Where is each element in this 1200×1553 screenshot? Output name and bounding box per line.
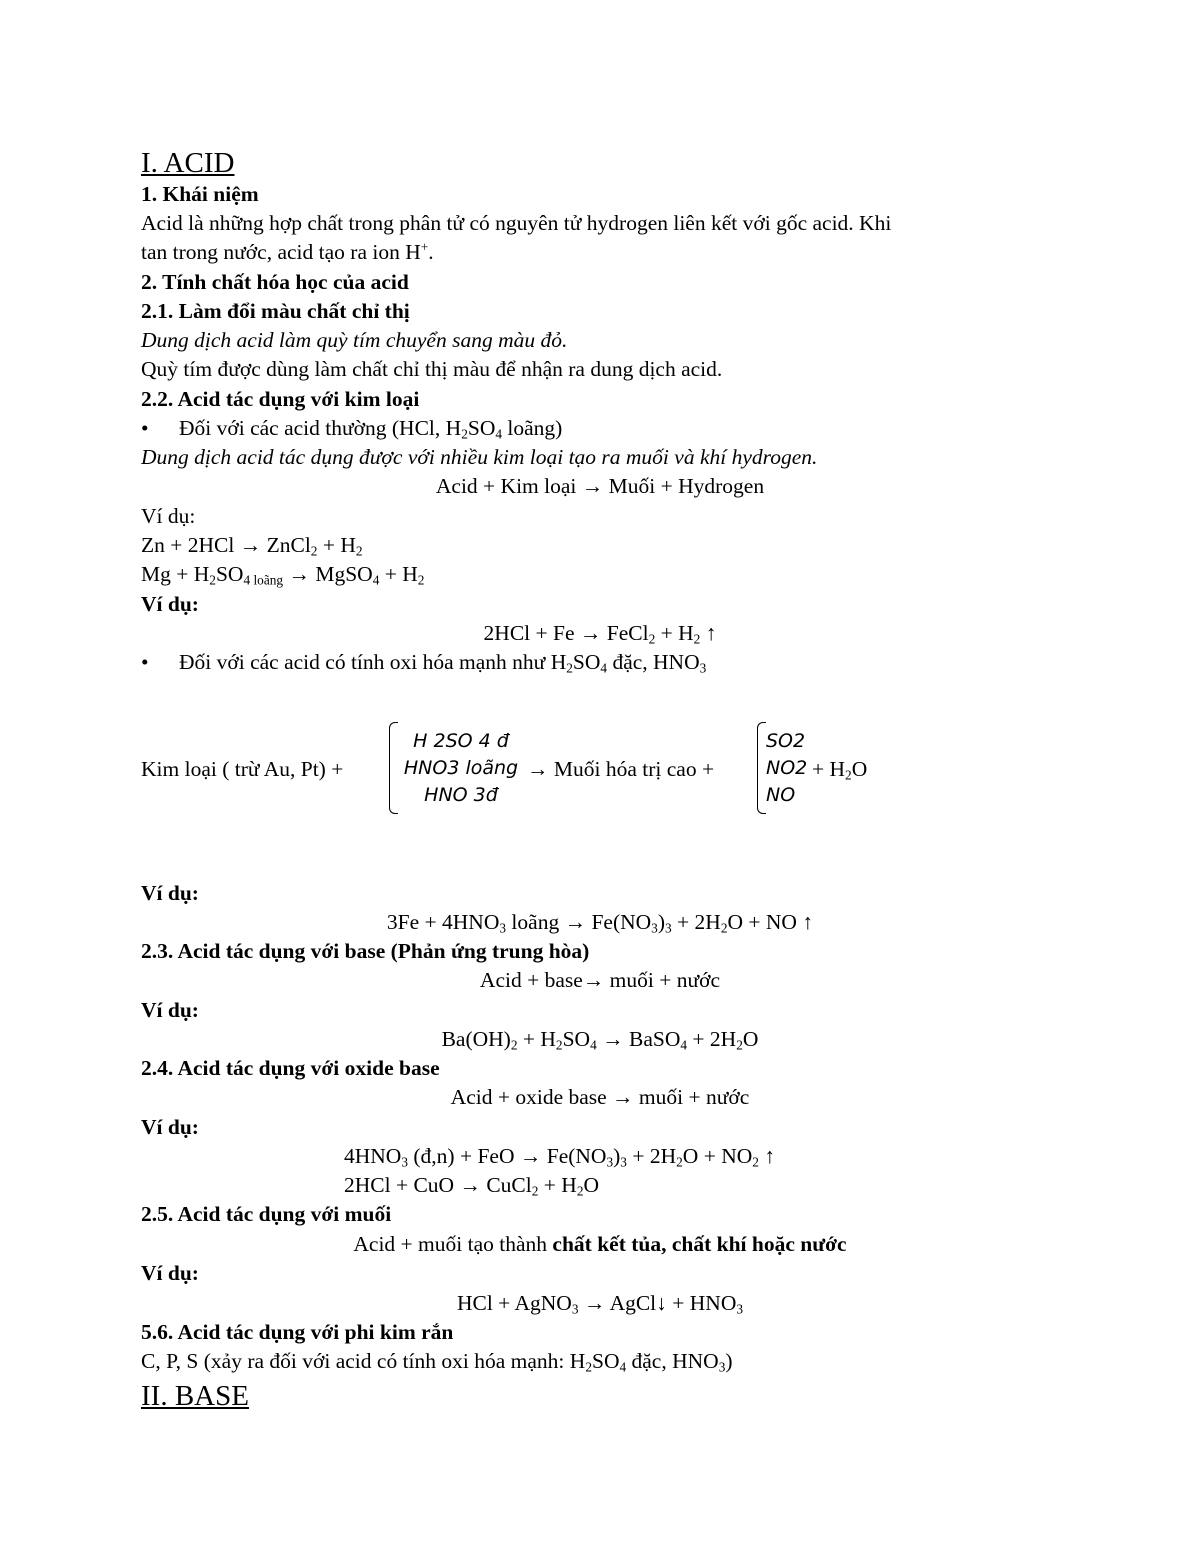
scheme-left: Kim loại ( trừ Au, Pt) +: [141, 757, 344, 781]
formula-oxide-base: Acid + oxide base → muối + nước: [450, 1085, 750, 1109]
formula-acid-salt: Acid + muối tạo thành chất kết tủa, chất khí hoặc nước: [353, 1232, 847, 1256]
bullet-icon: •: [141, 416, 149, 440]
example-label-bold: Ví dụ:: [141, 592, 199, 616]
gas-list: SO2 NO2 NO: [766, 730, 808, 806]
example-label-3: Ví dụ:: [141, 881, 199, 905]
heading-chemical-properties: 2. Tính chất hóa học của acid: [141, 270, 409, 294]
example-label: Ví dụ:: [141, 504, 196, 528]
equation-zn: Zn + 2HCl → ZnCl$_2$ + $H_2$: [141, 533, 363, 559]
scheme-middle: → Muối hóa trị cao +: [527, 757, 715, 781]
bullet-oxidizing-acids: • Đối với các acid có tính oxi hóa mạnh như $H_2SO_4$ đặc, $HNO_3$: [141, 650, 707, 676]
equation-mg: $Mg + H_2SO_{4 loãng}$ → MgSO$_4$ + $H_2$: [141, 562, 425, 588]
heading-concept: 1. Khái niệm: [141, 182, 259, 206]
heading-2-3: 2.3. Acid tác dụng với base (Phản ứng trung hòa): [141, 939, 590, 963]
heading-2-1: 2.1. Làm đổi màu chất chỉ thị: [141, 299, 410, 323]
text-nonmetals: C, P, S (xảy ra đối với acid có tính oxi hóa mạnh: $H_2SO_4$ đặc, $HNO_3$): [141, 1349, 733, 1375]
equation-cuo: 2HCl + CuO → CuCl$_2$ + $H_2O$: [344, 1173, 600, 1199]
bullet-regular-acids: • Đối với các acid thường (HCl, $H_2SO_4$ loãng): [141, 416, 563, 442]
scheme-water: + $H_2O$: [812, 757, 868, 783]
equation-fe: 2HCl + Fe → FeCl$_2$ + $H_2$ ↑: [483, 621, 717, 647]
heading-2-5: 2.5. Acid tác dụng với muối: [141, 1202, 392, 1226]
text-2-2-italic: Dung dịch acid tác dụng được với nhiều kim loại tạo ra muối và khí hydrogen.: [141, 445, 818, 469]
equation-feo: $4HNO_3$ (đ,n) + FeO → $Fe(NO_3)_3 + 2H_2O + NO_2$ ↑: [344, 1144, 776, 1170]
section-title-acid: I. ACID: [141, 147, 235, 179]
heading-2-2: 2.2. Acid tác dụng với kim loại: [141, 387, 420, 411]
equation-baoh2: $Ba(OH)_2 + H_2SO_4$ → BaSO$_4$ + $2H_2O$: [441, 1027, 759, 1053]
concept-line-2: tan trong nước, acid tạo ra ion H+.: [141, 239, 434, 264]
example-label-5: Ví dụ:: [141, 1115, 199, 1139]
bullet-icon: •: [141, 650, 149, 674]
example-label-4: Ví dụ:: [141, 998, 199, 1022]
equation-agno3: HCl + AgNO$_3$ → AgCl↓ + $HNO_3$: [456, 1291, 744, 1317]
text-2-1: Quỳ tím được dùng làm chất chỉ thị màu để nhận ra dung dịch acid.: [141, 357, 723, 381]
acid-list: H 2SO 4 đ HNO3 loãng HNO 3đ: [403, 730, 519, 806]
concept-line-1: Acid là những hợp chất trong phân tử có nguyên tử hydrogen liên kết với gốc acid. Khi: [141, 211, 892, 235]
example-label-6: Ví dụ:: [141, 1261, 199, 1285]
right-brace: [757, 722, 766, 814]
text-2-1-italic: Dung dịch acid làm quỳ tím chuyển sang màu đỏ.: [141, 328, 568, 352]
heading-2-4: 2.4. Acid tác dụng với oxide base: [141, 1056, 440, 1080]
heading-5-6: 5.6. Acid tác dụng với phi kim rắn: [141, 1320, 454, 1344]
formula-acid-metal: Acid + Kim loại → Muối + Hydrogen: [435, 474, 765, 498]
equation-hno3: $3Fe + 4HNO_3$ loãng → $Fe(NO_3)_3 + 2H_2O$ + NO ↑: [386, 910, 814, 936]
formula-neutralization: Acid + base→ muối + nước: [479, 968, 721, 992]
section-title-base: II. BASE: [141, 1380, 249, 1412]
